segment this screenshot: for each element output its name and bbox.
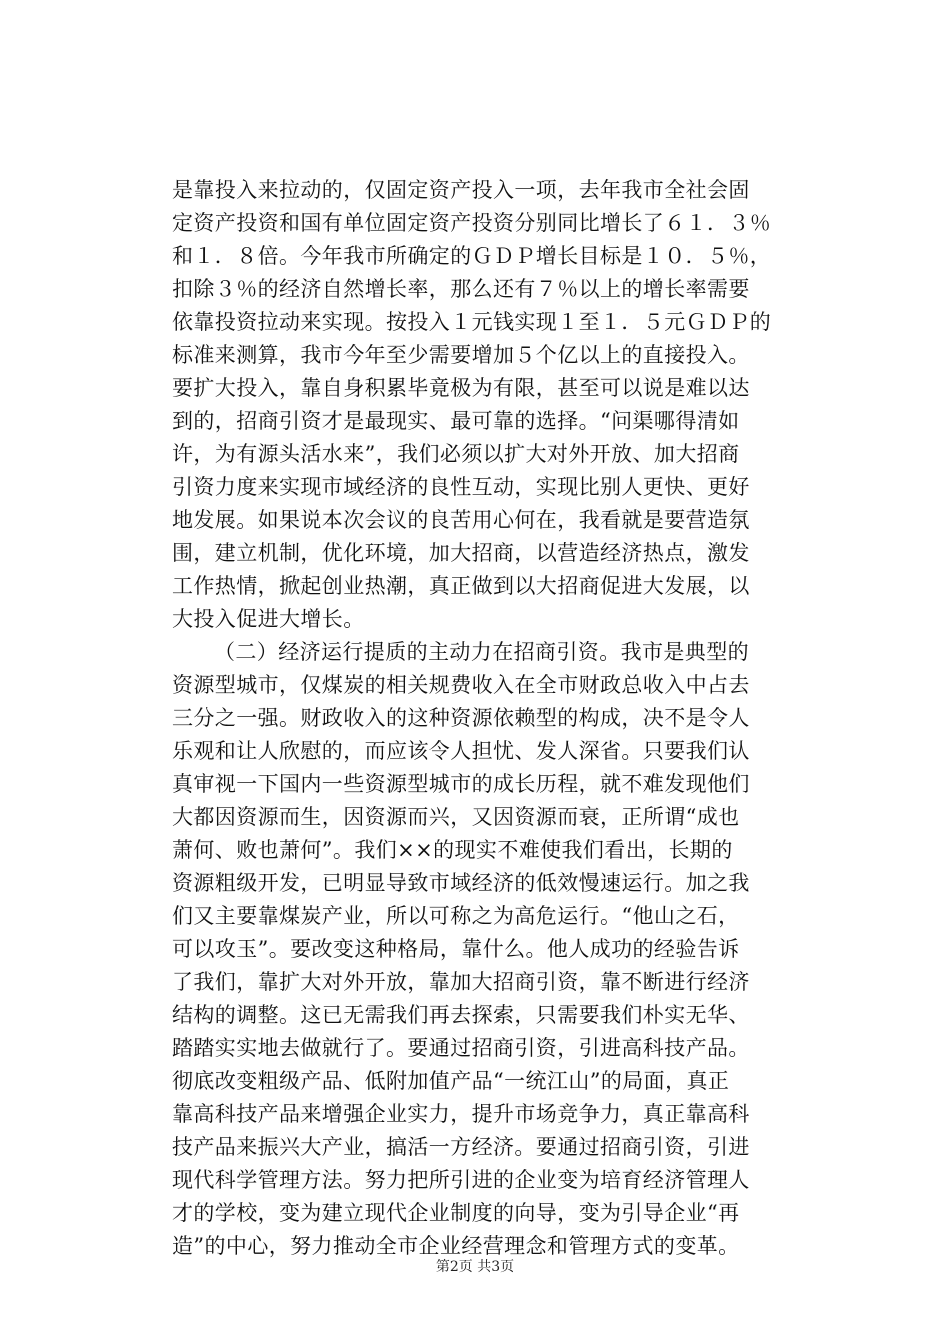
text-line: 三分之一强。财政收入的这种资源依赖型的构成，决不是令人	[172, 706, 750, 730]
text-line: 踏踏实实地去做就行了。要通过招商引资，引进高科技产品。	[172, 1036, 750, 1060]
text-line: 靠高科技产品来增强企业实力，提升市场竞争力，真正靠高科	[172, 1102, 750, 1126]
text-line: 萧何、败也萧何”。我们××的现实不难使我们看出，长期的	[172, 838, 733, 862]
text-line: 造”的中心，努力推动全市企业经营理念和管理方式的变革。	[172, 1234, 740, 1258]
text-line: 资源型城市，仅煤炭的相关规费收入在全市财政总收入中占去	[172, 673, 750, 697]
text-line: 依靠投资拉动来实现。按投入１元钱实现１至１．５元ＧＤＰ的	[172, 310, 772, 334]
text-line: 要扩大投入，靠自身积累毕竟极为有限，甚至可以说是难以达	[172, 376, 750, 400]
text-line: 引资力度来实现市域经济的良性互动，实现比别人更快、更好	[172, 475, 750, 499]
text-line: 标准来测算，我市今年至少需要增加５个亿以上的直接投入。	[172, 343, 750, 367]
text-line: 地发展。如果说本次会议的良苦用心何在，我看就是要营造氛	[172, 508, 750, 532]
text-line: 和１．８倍。今年我市所确定的ＧＤＰ增长目标是１０．５％，	[172, 244, 772, 268]
text-line: 们又主要靠煤炭产业，所以可称之为高危运行。“他山之石，	[172, 904, 740, 928]
text-line: 可以攻玉”。要改变这种格局，靠什么。他人成功的经验告诉	[172, 937, 740, 961]
text-line: 大都因资源而生，因资源而兴，又因资源而衰，正所谓“成也	[172, 805, 740, 829]
text-line: 现代科学管理方法。努力把所引进的企业变为培育经济管理人	[172, 1168, 750, 1192]
text-line: 许，为有源头活水来”，我们必须以扩大对外开放、加大招商	[172, 442, 740, 466]
text-line: 资源粗级开发，已明显导致市域经济的低效慢速运行。加之我	[172, 871, 750, 895]
text-line: 定资产投资和国有单位固定资产投资分别同比增长了６１．３％	[172, 211, 772, 235]
text-line: 扣除３％的经济自然增长率，那么还有７％以上的增长率需要	[172, 277, 750, 301]
text-line: 了我们，靠扩大对外开放，靠加大招商引资，靠不断进行经济	[172, 970, 750, 994]
text-line: 真审视一下国内一些资源型城市的成长历程，就不难发现他们	[172, 772, 750, 796]
text-line: 大投入促进大增长。	[172, 607, 365, 631]
text-line: 结构的调整。这已无需我们再去探索，只需要我们朴实无华、	[172, 1003, 750, 1027]
text-line: 技产品来振兴大产业，搞活一方经济。要通过招商引资，引进	[172, 1135, 750, 1159]
text-line: 围，建立机制，优化环境，加大招商，以营造经济热点，激发	[172, 541, 750, 565]
page-number-footer: 第2页 共3页	[435, 1259, 515, 1275]
text-line: 彻底改变粗级产品、低附加值产品“一统江山”的局面，真正	[172, 1069, 730, 1093]
text-line: 乐观和让人欣慰的，而应该令人担忧、发人深省。只要我们认	[172, 739, 750, 763]
text-line: 工作热情，掀起创业热潮，真正做到以大招商促进大发展，以	[172, 574, 750, 598]
text-line: 是靠投入来拉动的，仅固定资产投入一项，去年我市全社会固	[172, 178, 750, 202]
text-line: 到的，招商引资才是最现实、最可靠的选择。“问渠哪得清如	[172, 409, 740, 433]
text-line: 才的学校，变为建立现代企业制度的向导，变为引导企业“再	[172, 1201, 740, 1225]
body-text	[172, 174, 812, 1263]
section-heading-line: （二）经济运行提质的主动力在招商引资。我市是典型的	[214, 640, 749, 664]
